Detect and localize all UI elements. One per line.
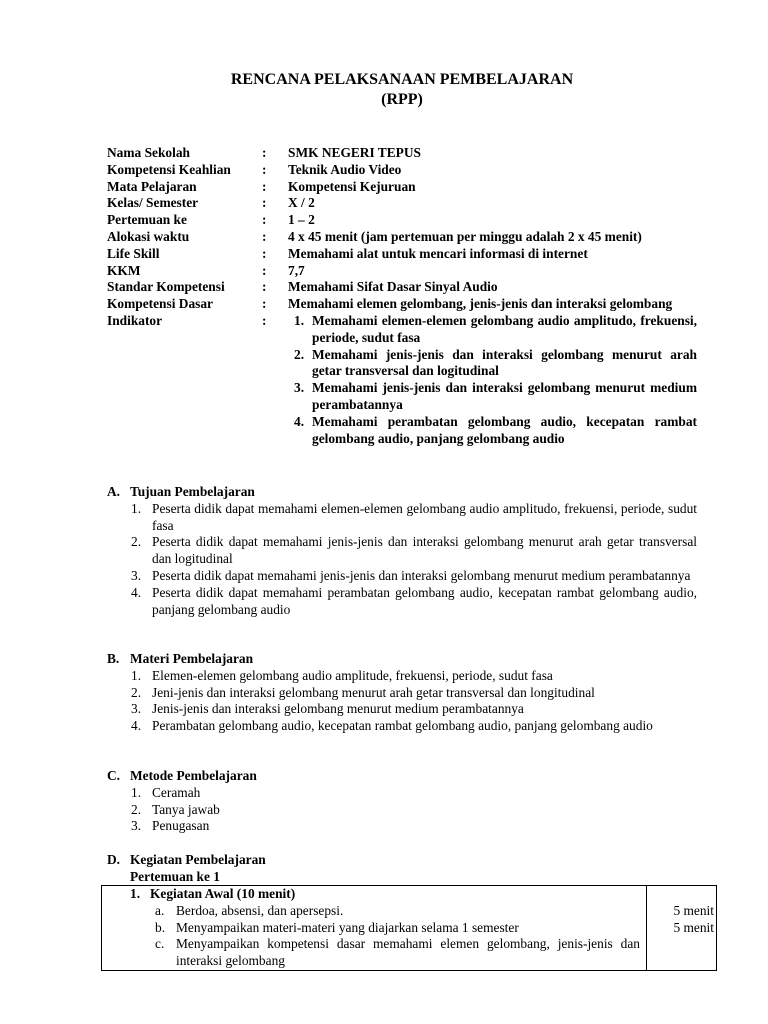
- list-item: 4. Memahami perambatan gelombang audio, kecepatan rambat gelombang audio, panjang gelombang audio: [294, 413, 697, 446]
- info-colon: :: [262, 245, 267, 261]
- title-line-1: RENCANA PELAKSANAAN PEMBELAJARAN: [230, 71, 574, 88]
- document-title: [0, 70, 768, 110]
- info-label: Alokasi waktu: [107, 228, 190, 244]
- section-tujuan: [107, 484, 697, 618]
- section-heading: A. Tujuan Pembelajaran: [107, 484, 255, 499]
- info-value: Kompetensi Kejuruan: [288, 178, 416, 194]
- info-label: Life Skill: [107, 245, 160, 261]
- info-label: Mata Pelajaran: [107, 178, 197, 194]
- identity-info: [107, 145, 697, 447]
- info-row: [107, 212, 697, 229]
- info-row: [107, 145, 697, 162]
- table-row: [102, 886, 717, 971]
- info-label: Kompetensi Dasar: [107, 296, 214, 312]
- info-row: [107, 279, 697, 296]
- activity-cell: [102, 886, 647, 971]
- info-row: [107, 179, 697, 196]
- section-heading: C. Metode Pembelajaran: [107, 768, 257, 783]
- section-metode: [107, 768, 697, 835]
- info-row: [107, 246, 697, 263]
- list-item: 3. Peserta didik dapat memahami jenis-jenis dan interaksi gelombang menurut medium perambatannya: [131, 567, 691, 583]
- info-colon: :: [262, 228, 267, 244]
- list-item: 2. Peserta didik dapat memahami jenis-jenis dan interaksi gelombang menurut arah getar transversal dan logitudinal: [131, 534, 697, 567]
- title-line-2: (RPP): [381, 91, 423, 108]
- list-item: 2. Jeni-jenis dan interaksi gelombang menurut arah getar transversal dan longitudinal: [131, 684, 595, 700]
- time-value: 5 menit: [673, 902, 714, 918]
- section-kegiatan: [107, 852, 697, 886]
- info-value: 7,7: [288, 262, 305, 278]
- activity-item: c. Menyampaikan kompetensi dasar memahami elemen gelombang, jenis-jenis dan interaksi gelombang: [155, 936, 640, 969]
- info-colon: :: [262, 279, 267, 295]
- info-colon: :: [262, 195, 267, 211]
- info-label: Kelas/ Semester: [107, 195, 199, 211]
- list-item: 1. Memahami elemen-elemen gelombang audio amplitudo, frekuensi, periode, sudut fasa: [294, 312, 697, 345]
- info-row: [107, 296, 697, 313]
- info-colon: :: [262, 262, 267, 278]
- info-row: [107, 195, 697, 212]
- info-value: 4 x 45 menit (jam pertemuan per minggu adalah 2 x 45 menit): [288, 228, 642, 244]
- info-colon: :: [262, 312, 267, 328]
- indikator-list: [288, 313, 697, 447]
- time-value: 5 menit: [673, 919, 714, 935]
- list-item: 3. Jenis-jenis dan interaksi gelombang menurut medium perambatannya: [131, 701, 524, 717]
- activity-table: [101, 885, 717, 971]
- info-colon: :: [262, 161, 267, 177]
- list-item: 4. Perambatan gelombang audio, kecepatan rambat gelombang audio, panjang gelombang audio: [131, 718, 653, 734]
- info-label: KKM: [107, 262, 141, 278]
- list-item: 3. Memahami jenis-jenis dan interaksi gelombang menurut medium perambatannya: [294, 380, 697, 412]
- activity-item: b. Menyampaikan materi-materi yang diajarkan selama 1 semester: [155, 919, 519, 935]
- info-label: Kompetensi Keahlian: [107, 161, 231, 177]
- section-heading: D. Kegiatan Pembelajaran: [107, 852, 266, 867]
- info-label: Standar Kompetensi: [107, 279, 225, 295]
- info-value: X / 2: [288, 195, 315, 211]
- info-colon: :: [262, 212, 267, 228]
- list-item: 1. Ceramah: [131, 784, 201, 800]
- info-value: SMK NEGERI TEPUS: [288, 145, 421, 160]
- time-cell: [647, 886, 717, 971]
- info-value: Memahami alat untuk mencari informasi di internet: [288, 245, 588, 261]
- info-value: 1 – 2: [288, 212, 315, 228]
- section-heading: B. Materi Pembelajaran: [107, 651, 254, 666]
- info-label: Indikator: [107, 312, 163, 328]
- activity-heading: 1. Kegiatan Awal (10 menit): [130, 886, 296, 901]
- info-value: Memahami elemen gelombang, jenis-jenis dan interaksi gelombang: [288, 296, 673, 312]
- info-value: Memahami Sifat Dasar Sinyal Audio: [288, 279, 498, 295]
- list-item: 1. Elemen-elemen gelombang audio amplitude, frekuensi, periode, sudut fasa: [131, 667, 553, 683]
- indikator-row: [107, 313, 697, 447]
- info-label: Pertemuan ke: [107, 212, 187, 228]
- info-row: [107, 263, 697, 280]
- info-row: [107, 162, 697, 179]
- info-colon: :: [262, 145, 267, 160]
- info-colon: :: [262, 178, 267, 194]
- meeting-subheading: Pertemuan ke 1: [130, 868, 220, 884]
- info-label: Nama Sekolah: [107, 145, 190, 160]
- info-value: Teknik Audio Video: [288, 161, 402, 177]
- list-item: 4. Peserta didik dapat memahami perambatan gelombang audio, kecepatan rambat gelombang audio, panjang gelombang audio: [131, 584, 697, 617]
- section-materi: [107, 651, 697, 735]
- info-row: [107, 229, 697, 246]
- list-item: 2. Tanya jawab: [131, 801, 220, 817]
- list-item: 2. Memahami jenis-jenis dan interaksi gelombang menurut arah getar transversal dan logitudinal: [294, 346, 697, 379]
- activity-item: a. Berdoa, absensi, dan apersepsi.: [155, 902, 344, 918]
- info-colon: :: [262, 296, 267, 312]
- list-item: 3. Penugasan: [131, 818, 210, 834]
- list-item: 1. Peserta didik dapat memahami elemen-elemen gelombang audio amplitudo, frekuensi, periode, sudut fasa: [131, 500, 697, 533]
